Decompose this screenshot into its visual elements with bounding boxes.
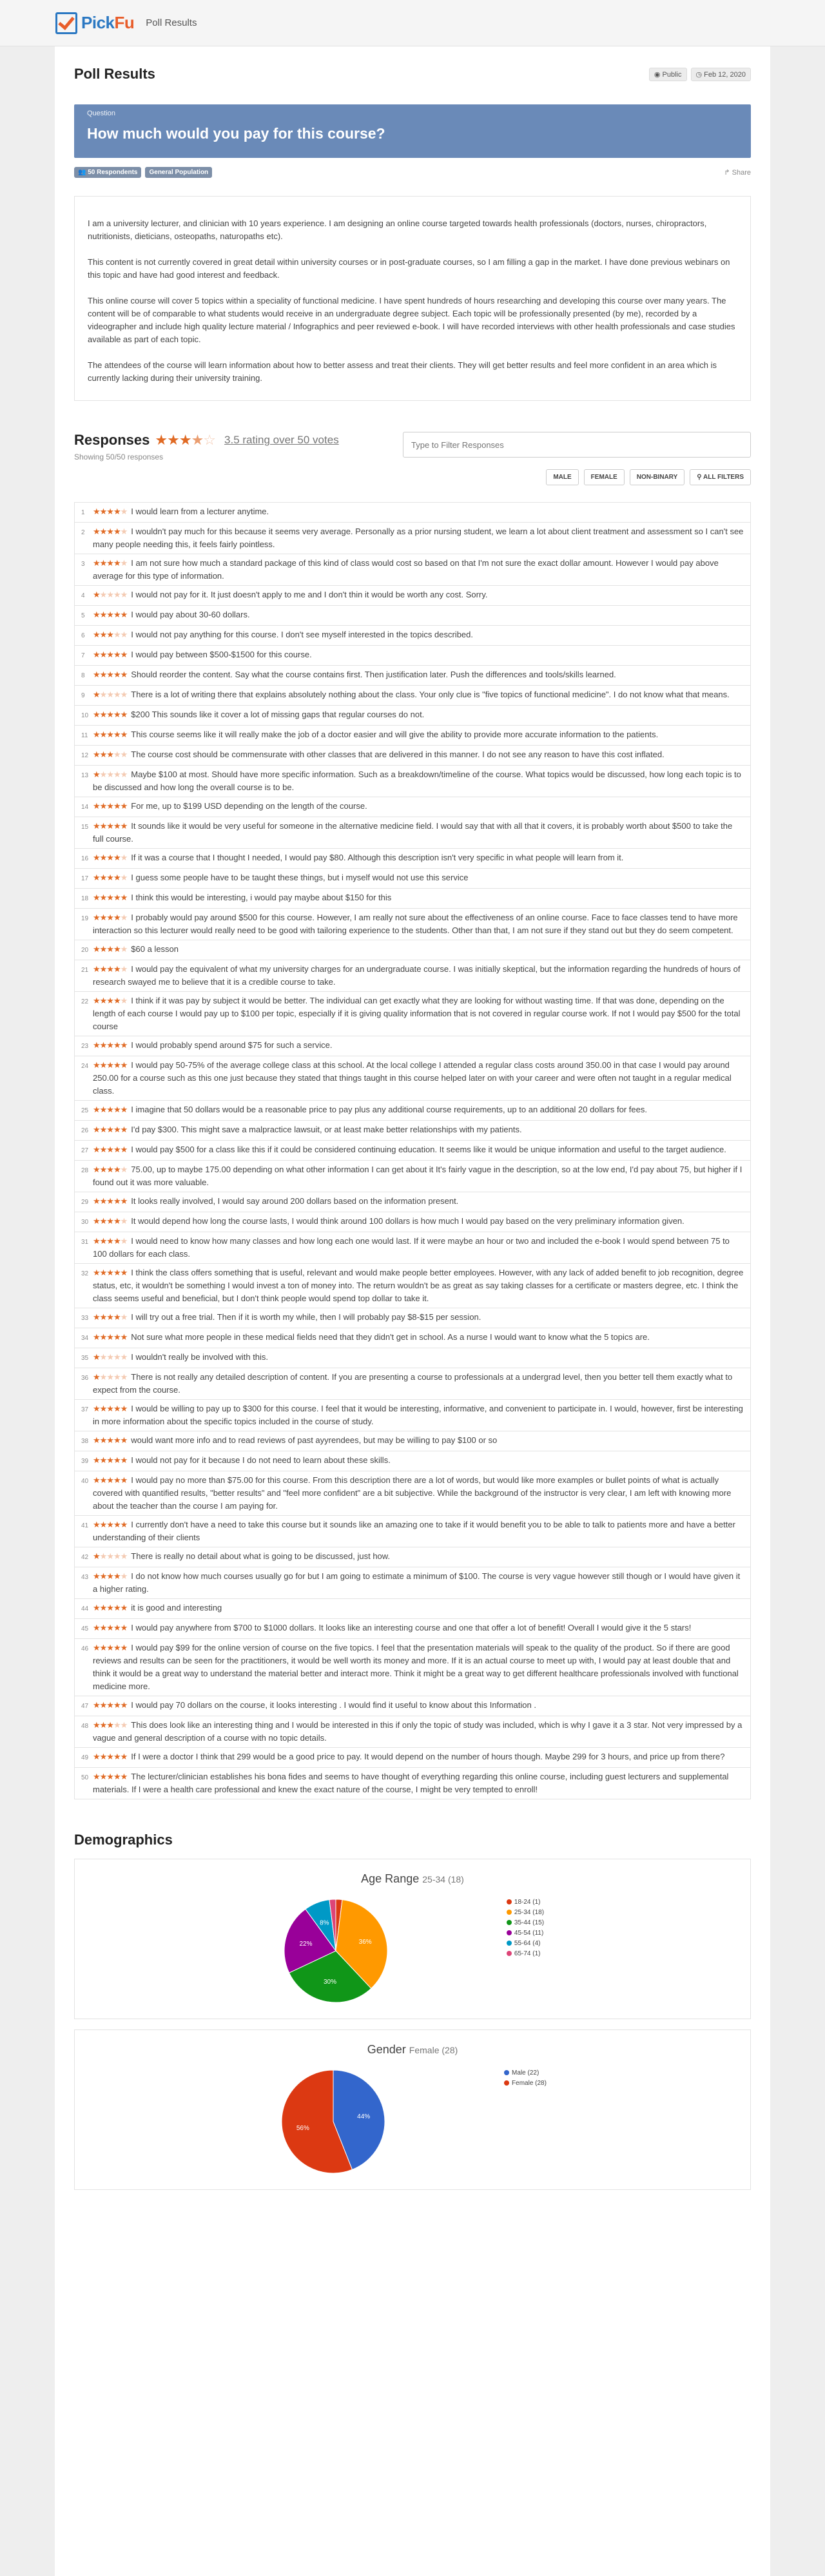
legend-item[interactable] (507, 1939, 544, 1949)
response-number: 40 (81, 1478, 89, 1485)
eye-icon: ◉ (654, 70, 663, 79)
response-row (75, 1515, 750, 1547)
response-text: I would not pay anything for this course. I don't see myself interested in the topics described. (131, 630, 473, 639)
response-number: 25 (81, 1107, 89, 1114)
responses-list (74, 502, 751, 1799)
response-row (75, 940, 750, 960)
question-label: Question (87, 110, 116, 117)
response-row (75, 960, 750, 991)
pie-slice-label: 36% (358, 1939, 372, 1946)
response-star-rating: ★★★★★ (93, 1372, 128, 1382)
description-paragraph: I am a university lecturer, and clinician with 10 years experience. I am designing an online course targeted towards health professionals (doctors, nurses, chiropractors, nutritionists, dieticians, osteopaths, naturopaths etc). (88, 218, 707, 241)
response-number: 24 (81, 1063, 89, 1070)
legend-item[interactable] (507, 1908, 544, 1918)
response-row (75, 705, 750, 725)
pie-slice-label: 22% (299, 1941, 313, 1948)
question-box (74, 104, 751, 158)
response-row (75, 1036, 750, 1056)
response-number: 7 (81, 652, 85, 659)
response-row (75, 1263, 750, 1308)
legend-item[interactable] (507, 1897, 544, 1908)
response-star-rating: ★★★★★ (93, 1145, 128, 1154)
legend-label: 65-74 (1) (514, 1950, 541, 1957)
age-range-pie-chart (281, 1896, 391, 2006)
response-text: I would probably spend around $75 for such a service. (131, 1040, 333, 1050)
response-row (75, 645, 750, 665)
pie-slice-label: 56% (296, 2124, 309, 2132)
response-row (75, 605, 750, 625)
response-star-rating: ★★★★★ (93, 964, 128, 974)
response-star-rating: ★★★★★ (93, 650, 128, 659)
response-number: 2 (81, 529, 85, 536)
response-row (75, 1451, 750, 1471)
response-text: It looks really involved, I would say around 200 dollars based on the information present. (131, 1196, 459, 1206)
response-row (75, 765, 750, 797)
response-row (75, 1120, 750, 1140)
pie-slice-label: 8% (320, 1919, 329, 1927)
legend-label: 45-54 (11) (514, 1930, 544, 1937)
response-number: 46 (81, 1645, 89, 1652)
main-content (55, 46, 770, 2576)
filter-female-button[interactable]: FEMALE (584, 469, 625, 485)
response-number: 42 (81, 1554, 89, 1561)
response-star-rating: ★★★★★ (93, 1268, 128, 1277)
response-number: 47 (81, 1703, 89, 1710)
date-badge (691, 68, 752, 81)
response-row (75, 685, 750, 705)
response-text: I would pay $500 for a class like this if it could be considered continuing education. It seems like it would be unique information and useful to the target audience. (131, 1145, 726, 1154)
response-text: It sounds like it would be very useful for someone in the alternative medicine field. I would say that with all that it covers, it is probably worth about $500 to take the full course. (93, 821, 733, 844)
response-text: I probably would pay around $500 for this course. However, I am really not sure about the effectiveness of an online course. Face to face classes tend to have more interaction so this lecturer would really need to be good with tailoring experience to the students. Other than that, I am not sure if they stand out but they do seem competent. (93, 913, 738, 935)
response-star-rating: ★★★★★ (93, 630, 128, 639)
date-label: Feb 12, 2020 (704, 70, 746, 79)
showing-count: Showing 50/50 responses (74, 452, 164, 461)
legend-label: 55-64 (4) (514, 1940, 541, 1947)
response-number: 19 (81, 915, 89, 922)
response-number: 44 (81, 1605, 89, 1612)
response-text: If I were a doctor I think that 299 would be a good price to pay. It would depend on the number of hours though. Maybe 299 for 3 hours, and price up from there? (131, 1752, 725, 1761)
gender-card (74, 2029, 751, 2190)
people-icon: 👥 (78, 169, 88, 176)
response-row (75, 1192, 750, 1212)
response-star-rating: ★★★★★ (93, 527, 128, 536)
poll-description (74, 196, 751, 401)
legend-label: Female (28) (512, 2080, 547, 2087)
response-star-rating: ★★★★★ (93, 801, 128, 811)
response-text: I think the class offers something that is useful, relevant and would make people better employees. However, with any lack of added benefit to job recognition, degree status, etc, it wouldn't be something I would invest a ton of money into. The return wouldn't be as great as say taking classes for a certificate or masters degree, etc. I think the class seems useful and beneficial, but I don't think people would spend top dollar to take it. (93, 1268, 744, 1303)
response-row (75, 888, 750, 908)
response-row (75, 1056, 750, 1100)
response-number: 11 (81, 732, 88, 739)
response-number: 48 (81, 1723, 89, 1730)
share-button[interactable]: ↱ Share (724, 169, 751, 177)
response-text: I think if it was pay by subject it would be better. The individual can get exactly what they are looking for without wasting time. If that was done, depending on the length of each course I would pay up to $100 per topic, especially if it is giving quality information that is not covered in regular course work. If not I would pay $500 for the total course (93, 996, 741, 1031)
response-text: The lecturer/clinician establishes his bona fides and seems to have thought of everything regarding this online course, including guest lecturers and supplemental materials. If I were a health care professional and knew the exact nature of the course, I might be very tempted to enroll! (93, 1772, 729, 1794)
public-badge (649, 68, 687, 81)
legend-item[interactable] (504, 2078, 547, 2089)
response-star-rating: ★★★★★ (93, 1435, 128, 1445)
gender-pie-chart (278, 2067, 388, 2176)
response-row (75, 745, 750, 765)
response-text: I will try out a free trial. Then if it is worth my while, then I will probably pay $8-$15 per session. (131, 1312, 481, 1322)
average-rating-stars: ★★★★☆ (155, 432, 216, 448)
age-range-card (74, 1859, 751, 2019)
response-star-rating: ★★★★★ (93, 1700, 128, 1710)
response-text: I do not know how much courses usually go for but I am going to estimate a minimum of $100. The course is very vague however still though or I would have given it a higher rating. (93, 1571, 741, 1594)
response-star-rating: ★★★★★ (93, 1125, 128, 1134)
response-text: I would pay between $500-$1500 for this course. (131, 650, 312, 659)
response-number: 45 (81, 1625, 89, 1632)
response-number: 36 (81, 1375, 89, 1382)
response-star-rating: ★★★★★ (93, 1165, 128, 1174)
age-range-title: Age Range 25-34 (18) (361, 1872, 464, 1885)
response-number: 6 (81, 632, 85, 639)
pie-slice-label: 44% (357, 2113, 371, 2121)
legend-color-dot (507, 1941, 512, 1946)
pie-slice-label: 30% (323, 1979, 336, 1986)
response-row (75, 1348, 750, 1368)
response-number: 15 (81, 824, 89, 831)
response-row (75, 1696, 750, 1716)
response-text: I would pay $99 for the online version of course on the five topics. I feel that the presentation materials will speak to the quality of the product. So if there are good reviews and results can be seen for the practitioners, it would be well worth its money and more. If it is an actual course to meet up with, I would pay at least double that and think it would be a great way to understand the material better and interact more. Think it might be a great way to get different healthcare professionals involved with functional medicine more. (93, 1643, 739, 1691)
response-row (75, 1100, 750, 1120)
response-number: 10 (81, 712, 89, 719)
logo-check-icon (55, 12, 77, 34)
response-text: Should reorder the content. Say what the course contains first. Then justification later. Push the differences and tools/skills learned. (131, 670, 616, 679)
response-star-rating: ★★★★★ (93, 944, 128, 954)
response-star-rating: ★★★★★ (93, 1623, 128, 1632)
response-star-rating: ★★★★★ (93, 507, 128, 516)
response-row (75, 908, 750, 940)
response-number: 49 (81, 1754, 89, 1761)
response-star-rating: ★★★★★ (93, 913, 128, 922)
legend-color-dot (507, 1951, 512, 1956)
response-text: There is really no detail about what is going to be discussed, just how. (131, 1551, 391, 1561)
response-number: 32 (81, 1270, 89, 1277)
response-star-rating: ★★★★★ (93, 670, 128, 679)
response-text: I am not sure how much a standard package of this kind of class would cost so based on that I'm not sure the exact dollar amount. However I would pay above average for this type of information. (93, 558, 719, 581)
response-star-rating: ★★★★★ (93, 1772, 128, 1781)
response-star-rating: ★★★★★ (93, 1551, 128, 1561)
response-star-rating: ★★★★★ (93, 1603, 128, 1612)
response-star-rating: ★★★★★ (93, 821, 128, 831)
response-star-rating: ★★★★★ (93, 893, 128, 902)
response-star-rating: ★★★★★ (93, 1720, 128, 1730)
response-star-rating: ★★★★★ (93, 1571, 128, 1581)
response-star-rating: ★★★★★ (93, 610, 128, 619)
response-star-rating: ★★★★★ (93, 996, 128, 1005)
rating-summary-link[interactable]: 3.5 rating over 50 votes (224, 434, 339, 446)
response-row (75, 1471, 750, 1515)
legend-color-dot (507, 1920, 512, 1925)
response-number: 18 (81, 895, 89, 902)
response-text: It would depend how long the course lasts, I would think around 100 dollars is how much I would pay based on the very preliminary information given. (131, 1216, 684, 1226)
top-bar (0, 0, 825, 46)
logo-text: PickFu (81, 13, 135, 32)
response-text: There is not really any detailed description of content. If you are presenting a course to professionals at a undergrad level, then you better tell them exactly what to expect from the course. (93, 1372, 733, 1395)
description-paragraph: This content is not currently covered in great detail within university courses or in post-graduate courses, so I am filling a gap in the market. I have done previous webinars on this topic and have had good interest and feedback. (88, 257, 730, 280)
response-star-rating: ★★★★★ (93, 690, 128, 699)
legend-label: 35-44 (15) (514, 1919, 545, 1926)
response-number: 38 (81, 1438, 89, 1445)
response-row (75, 1368, 750, 1399)
response-row (75, 522, 750, 554)
response-number: 43 (81, 1574, 89, 1581)
response-text: $60 a lesson (131, 944, 179, 954)
response-text: it is good and interesting (131, 1603, 222, 1612)
response-star-rating: ★★★★★ (93, 1060, 128, 1070)
response-number: 30 (81, 1219, 89, 1226)
response-text: I currently don't have a need to take this course but it sounds like an amazing one to take if it would benefit you to be able to talk to patients more and have a better understanding of their clients (93, 1520, 735, 1542)
response-number: 35 (81, 1355, 89, 1362)
response-number: 21 (81, 967, 89, 974)
response-text: I would pay 50-75% of the average college class at this school. At the local college I attended a regular class costs around 350.00 in that case I would pay around 250.00 for a course such as this one just because they stated that things taught in this course helped later on with your career and were often not taught in a regular medical class. (93, 1060, 732, 1096)
response-star-rating: ★★★★★ (93, 1352, 128, 1362)
response-number: 50 (81, 1774, 89, 1781)
response-number: 14 (81, 804, 89, 811)
response-row (75, 1328, 750, 1348)
share-icon: ↱ (724, 169, 732, 177)
filter-responses-input[interactable] (403, 432, 751, 458)
response-number: 41 (81, 1522, 89, 1529)
response-row (75, 1232, 750, 1263)
response-number: 22 (81, 998, 89, 1005)
response-text: For me, up to $199 USD depending on the length of the course. (131, 801, 367, 811)
response-text: I guess some people have to be taught these things, but i myself would not use this service (131, 873, 469, 882)
response-number: 31 (81, 1239, 89, 1246)
response-text: would want more info and to read reviews of past ayyrendees, but may be willing to pay $100 or so (131, 1435, 498, 1445)
response-number: 8 (81, 672, 85, 679)
legend-label: 18-24 (1) (514, 1899, 541, 1906)
response-text: The course cost should be commensurate with other classes that are delivered in this manner. I do not see any reason to have this cost inflated. (131, 750, 665, 759)
response-row (75, 1212, 750, 1232)
response-text: I would be willing to pay up to $300 for this course. I feel that it would be interesting, informative, and convenient to participate in. I would, however, first be interesting in more information about the specific topics included in the course of study. (93, 1404, 743, 1426)
gender-legend (504, 2068, 547, 2089)
response-text: I would pay no more than $75.00 for this course. From this description there are a lot of words, but would like more examples or bullet points of what is actually covered with quantified results, "better results" and "feel more confident" are a bit subjective. While the background of the instructor is very clear, I am left with knowing more about the teacher than the course I am paying for. (93, 1475, 732, 1511)
response-row (75, 625, 750, 645)
response-number: 16 (81, 855, 89, 862)
response-star-rating: ★★★★★ (93, 1196, 128, 1206)
response-row (75, 1431, 750, 1451)
response-number: 34 (81, 1335, 89, 1342)
response-star-rating: ★★★★★ (93, 750, 128, 759)
all-filters-button[interactable]: ⚲ ALL FILTERS (690, 469, 751, 485)
filter-male-button[interactable]: MALE (546, 469, 578, 485)
response-number: 26 (81, 1127, 89, 1134)
description-paragraph: This online course will cover 5 topics within a speciality of functional medicine. I have spent hundreds of hours researching and developing this course over many years. The content will be of comparable to what students would receive in an undergraduate degree subject. Each topic will be professionally presented (by me), recorded by a videographer and include high quality lecture material / Infographics and peer reviewed e-book. I will have recorded interviews with other health professionals and case studies available as part of each topic. (88, 296, 735, 344)
response-row (75, 554, 750, 585)
response-row (75, 1618, 750, 1638)
population-tag[interactable]: General Population (145, 167, 212, 178)
age-range-legend (507, 1897, 544, 1959)
response-row (75, 1547, 750, 1567)
response-text: I would pay 70 dollars on the course, it looks interesting . I would find it useful to know about this Information . (131, 1700, 536, 1710)
response-text: I think this would be interesting, i would pay maybe about $150 for this (131, 893, 392, 902)
response-row (75, 817, 750, 848)
response-star-rating: ★★★★★ (93, 1643, 128, 1652)
response-text: Not sure what more people in these medical fields need that they didn't get in school. As a nurse I would want to know what the 5 topics are. (131, 1332, 650, 1342)
response-star-rating: ★★★★★ (93, 730, 128, 739)
filter-icon: ⚲ (697, 474, 704, 481)
page-title: Poll Results (74, 66, 155, 82)
response-number: 1 (81, 509, 85, 516)
response-number: 39 (81, 1458, 89, 1465)
legend-item[interactable] (507, 1949, 544, 1959)
response-number: 27 (81, 1147, 89, 1154)
clock-icon: ◷ (695, 70, 704, 79)
response-row (75, 1308, 750, 1328)
response-text: 75.00, up to maybe 175.00 depending on what other information I can get about it It's fairly vague in the description, so at the low end, I'd pay about 75, but higher if I found out it was more valuable. (93, 1165, 742, 1187)
response-number: 12 (81, 752, 89, 759)
legend-label: Male (22) (512, 2069, 539, 2077)
response-text: I would not pay for it. It just doesn't apply to me and I don't thin it would be worth any cost. Sorry. (131, 590, 488, 599)
response-row (75, 1567, 750, 1598)
response-number: 20 (81, 947, 89, 954)
response-star-rating: ★★★★★ (93, 1332, 128, 1342)
response-text: I would pay the equivalent of what my university charges for an undergraduate course. I was initially skeptical, but the information regarding the hundreds of hours of research swayed me to believe that it is a credible course to take. (93, 964, 741, 987)
response-text: I would pay about 30-60 dollars. (131, 610, 250, 619)
response-star-rating: ★★★★★ (93, 1040, 128, 1050)
response-star-rating: ★★★★★ (93, 1520, 128, 1529)
legend-color-dot (507, 1910, 512, 1915)
response-text: There is a lot of writing there that explains absolutely nothing about the class. Your only clue is "five topics of functional medicine". I do not know what that means. (131, 690, 730, 699)
response-row (75, 503, 750, 522)
question-text: How much would you pay for this course? (87, 125, 385, 142)
response-number: 28 (81, 1167, 89, 1174)
response-text: This does look like an interesting thing and I would be interested in this if only the topic of study was included, which is why I gave it a 3 star. Not very impressed by a vague and general description of a course with no topic details. (93, 1720, 742, 1743)
response-text: If it was a course that I thought I needed, I would pay $80. Although this description isn't very specific in what people will learn from it. (131, 853, 624, 862)
response-number: 29 (81, 1199, 89, 1206)
filter-non-binary-button[interactable]: NON-BINARY (630, 469, 685, 485)
response-star-rating: ★★★★★ (93, 590, 128, 599)
response-star-rating: ★★★★★ (93, 1236, 128, 1246)
response-text: This course seems like it will really make the job of a doctor easier and will give the ability to provide more accurate information to the patients. (131, 730, 659, 739)
response-text: I would not pay for it because I do not need to learn about these skills. (131, 1455, 391, 1465)
response-number: 4 (81, 592, 85, 599)
response-row (75, 1638, 750, 1696)
response-row (75, 1140, 750, 1160)
response-row (75, 1747, 750, 1767)
pickfu-logo[interactable] (55, 12, 134, 34)
response-star-rating: ★★★★★ (93, 1455, 128, 1465)
response-number: 37 (81, 1406, 89, 1413)
response-row (75, 1716, 750, 1747)
legend-color-dot (504, 2070, 509, 2075)
response-star-rating: ★★★★★ (93, 1752, 128, 1761)
response-star-rating: ★★★★★ (93, 710, 128, 719)
response-number: 5 (81, 612, 85, 619)
response-star-rating: ★★★★★ (93, 558, 128, 568)
legend-item[interactable] (507, 1928, 544, 1939)
response-row (75, 725, 750, 745)
demographics-title: Demographics (74, 1832, 173, 1848)
legend-color-dot (507, 1930, 512, 1935)
response-star-rating: ★★★★★ (93, 1404, 128, 1413)
response-number: 17 (81, 875, 89, 882)
response-text: I would learn from a lecturer anytime. (131, 507, 269, 516)
public-label: Public (662, 70, 682, 79)
responses-title: Responses (74, 432, 150, 448)
response-star-rating: ★★★★★ (93, 1105, 128, 1114)
response-row (75, 1598, 750, 1618)
response-row (75, 585, 750, 605)
response-number: 9 (81, 692, 85, 699)
response-text: Maybe $100 at most. Should have more specific information. Such as a breakdown/timeline of the course. What topics would be discussed, how long each topic is to be discussed and how long the overall course is to be. (93, 770, 741, 792)
response-number: 13 (81, 772, 89, 779)
legend-label: 25-34 (18) (514, 1909, 545, 1916)
response-number: 3 (81, 561, 85, 568)
legend-item[interactable] (507, 1918, 544, 1928)
response-row (75, 1767, 750, 1799)
response-row (75, 797, 750, 817)
response-row (75, 868, 750, 888)
response-text: I would need to know how many classes and how long each one would last. If it were maybe an hour or two and included the e-book I would spend between 75 to 100 dollars for each class. (93, 1236, 730, 1259)
response-star-rating: ★★★★★ (93, 1475, 128, 1485)
gender-title: Gender Female (28) (367, 2043, 458, 2056)
legend-color-dot (504, 2080, 509, 2086)
response-row (75, 665, 750, 685)
response-text: I wouldn't really be involved with this. (131, 1352, 269, 1362)
response-text: I wouldn't pay much for this because it seems very average. Personally as a prior nursing student, we learn a lot about client treatment and assessment so I can't see many people needing this, it feels fairly pointless. (93, 527, 744, 549)
response-number: 33 (81, 1315, 89, 1322)
response-star-rating: ★★★★★ (93, 1216, 128, 1226)
respondents-tag[interactable]: 👥 50 Respondents (74, 167, 141, 178)
legend-item[interactable] (504, 2068, 547, 2078)
response-number: 23 (81, 1043, 89, 1050)
response-text: I imagine that 50 dollars would be a reasonable price to pay plus any additional course requirements, up to an additional 20 dollars for fees. (131, 1105, 647, 1114)
response-row (75, 848, 750, 868)
response-text: I would pay anywhere from $700 to $1000 dollars. It looks like an interesting course and one that offer a lot of benefit! Overall I would give it the 5 stars! (131, 1623, 692, 1632)
response-star-rating: ★★★★★ (93, 873, 128, 882)
response-star-rating: ★★★★★ (93, 770, 128, 779)
description-paragraph: The attendees of the course will learn information about how to better assess and treat their clients. They will get better results and feel more confident in an area which is currently lacking during their university training. (88, 360, 717, 383)
legend-color-dot (507, 1899, 512, 1904)
response-row (75, 991, 750, 1036)
response-row (75, 1399, 750, 1431)
response-text: I'd pay $300. This might save a malpractice lawsuit, or at least make better relationships with my patients. (131, 1125, 522, 1134)
response-text: $200 This sounds like it cover a lot of missing gaps that regular courses do not. (131, 710, 425, 719)
response-star-rating: ★★★★★ (93, 853, 128, 862)
response-row (75, 1160, 750, 1192)
nav-title: Poll Results (146, 17, 197, 28)
response-star-rating: ★★★★★ (93, 1312, 128, 1322)
